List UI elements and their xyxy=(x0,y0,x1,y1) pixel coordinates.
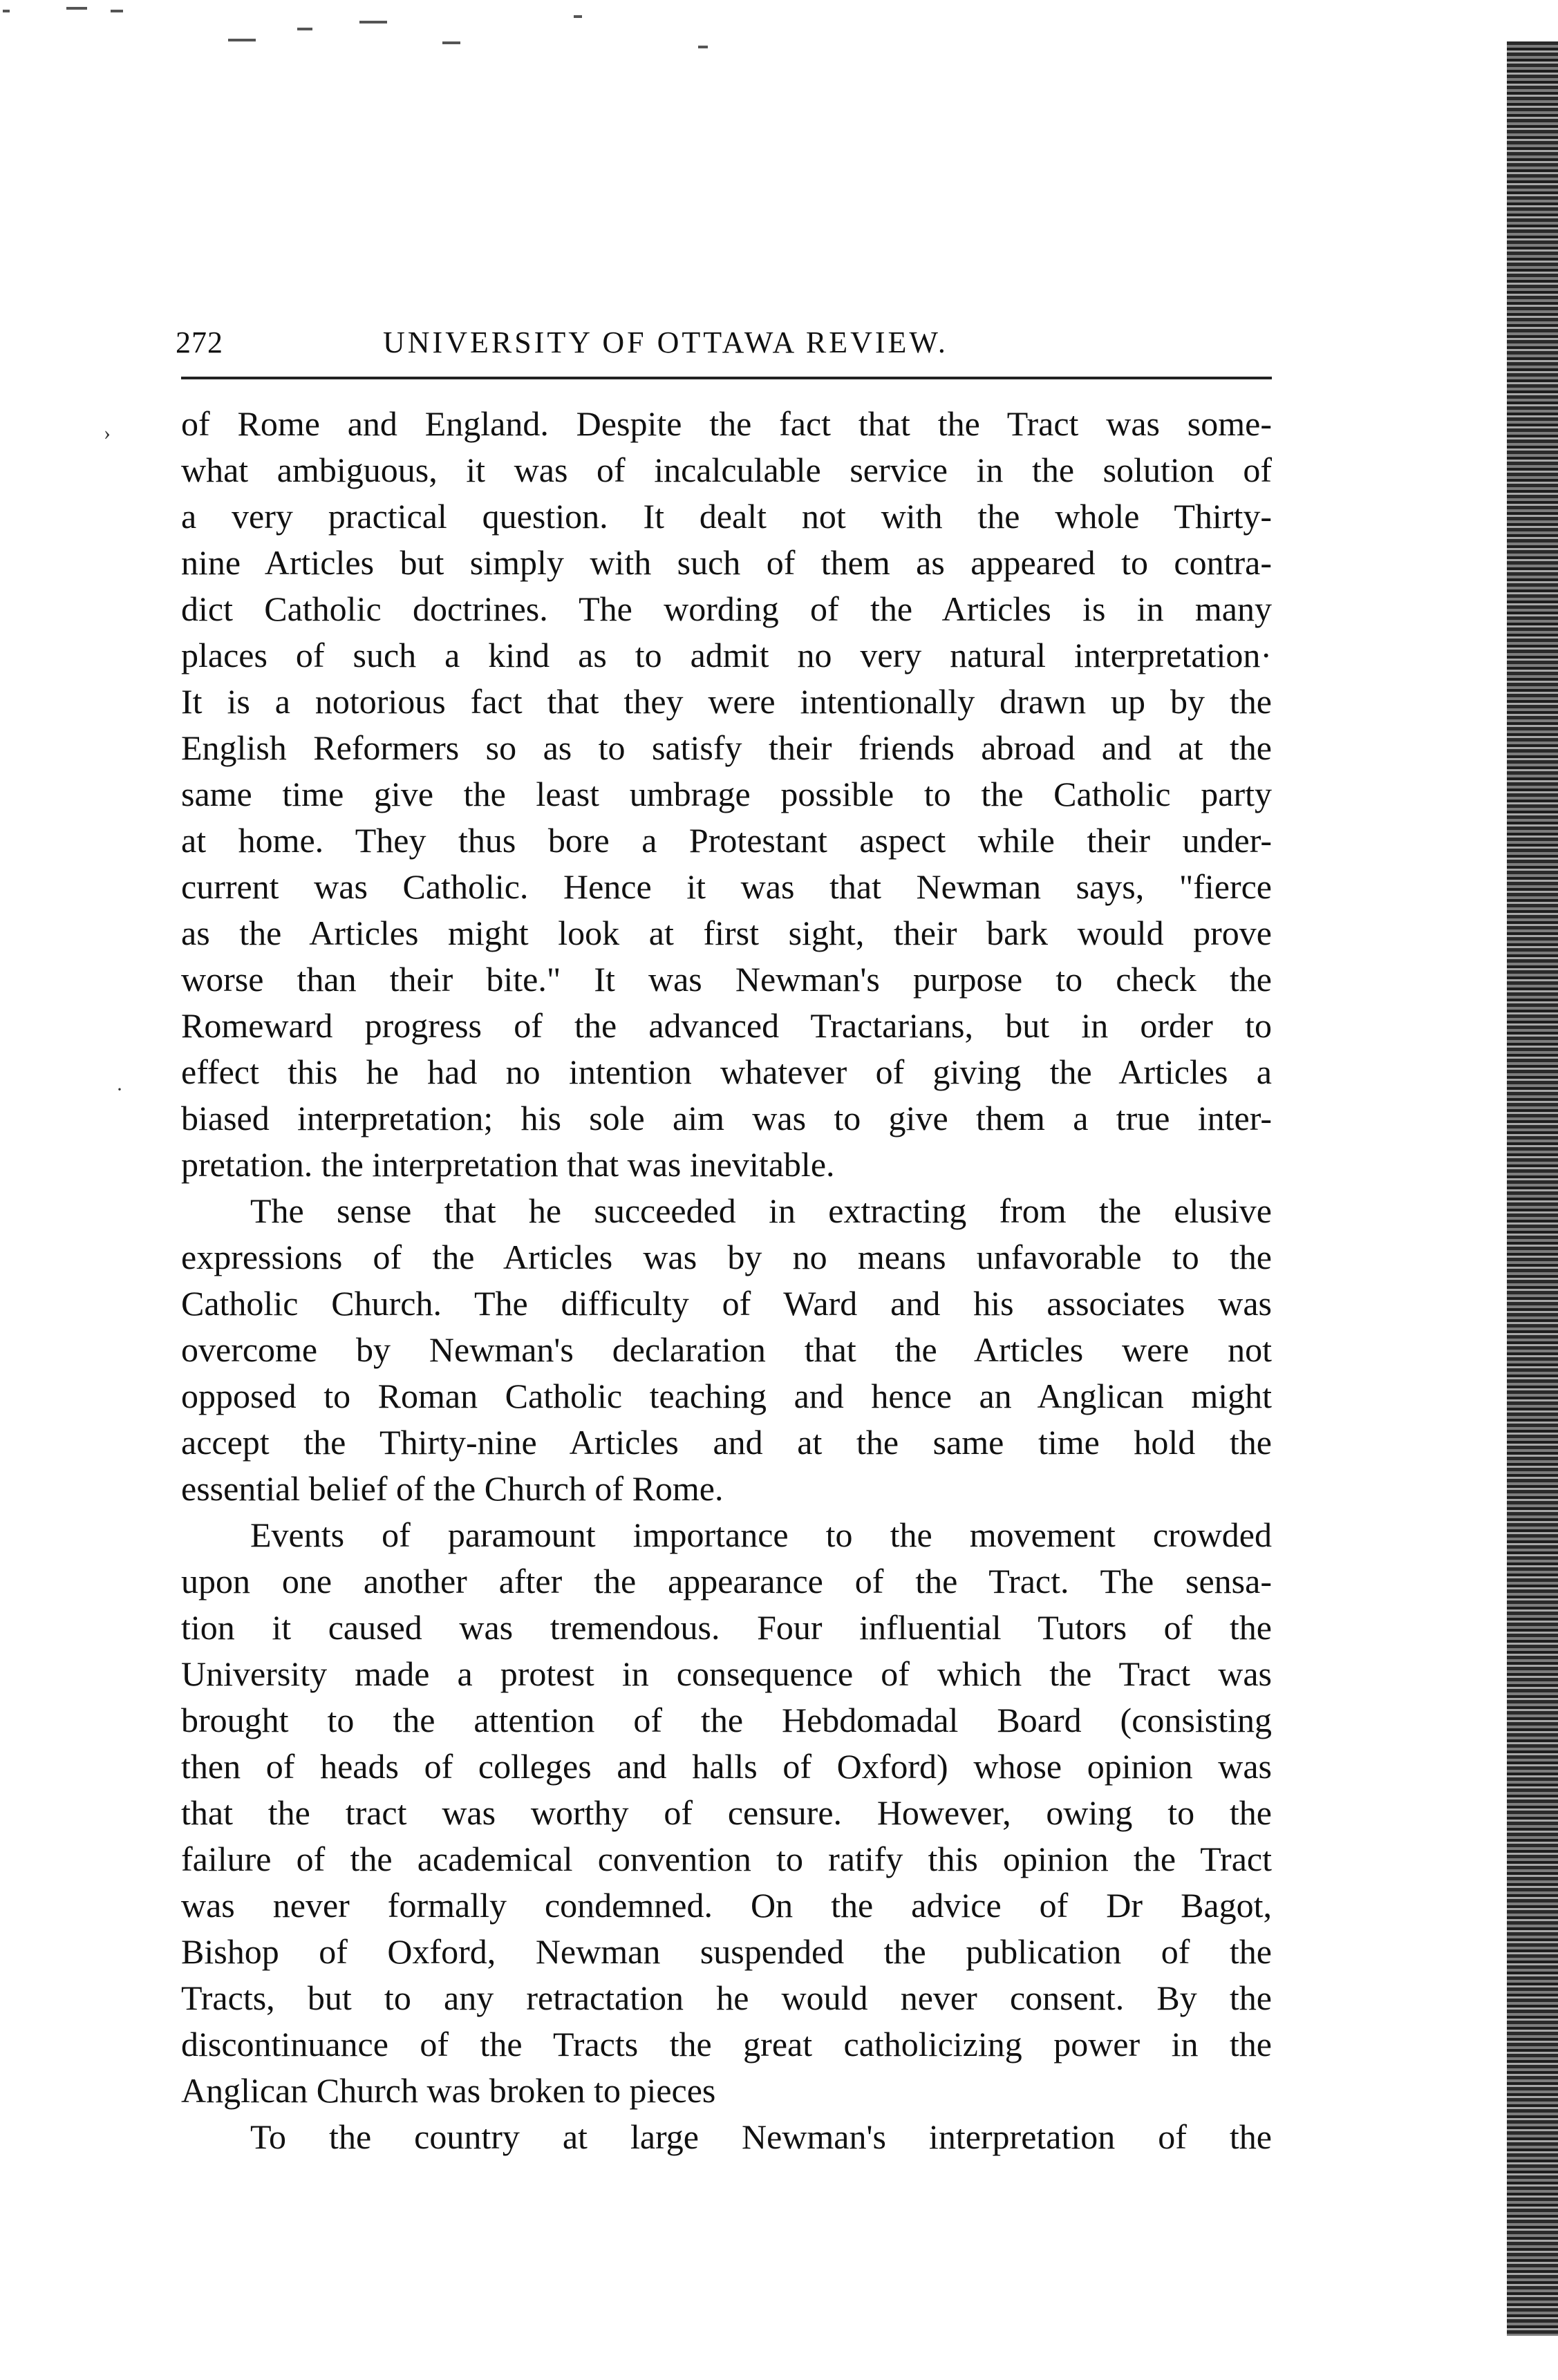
paragraph-start-line: Events of paramount importance to the movement crowded xyxy=(250,1515,1272,1554)
text-line: current was Catholic. Hence it was that Newman says, "fierce xyxy=(181,867,1272,906)
scan-speck xyxy=(3,10,10,12)
text-line: upon one another after the appearance of the Tract. The sensa- xyxy=(181,1562,1272,1600)
text-line: Bishop of Oxford, Newman suspended the publication of the xyxy=(181,1932,1272,1971)
text-line: at home. They thus bore a Protestant aspect while their under- xyxy=(181,821,1272,860)
scan-speck xyxy=(574,15,582,18)
scan-speck xyxy=(66,7,87,10)
paragraph-start-line: The sense that he succeeded in extracting from the elusive xyxy=(250,1191,1272,1230)
scan-speck xyxy=(442,41,460,44)
text-line: effect this he had no intention whatever of giving the Articles a xyxy=(181,1052,1272,1091)
margin-mark: · xyxy=(116,1078,123,1101)
paragraph-end-line: essential belief of the Church of Rome. xyxy=(181,1469,724,1508)
text-line: of Rome and England. Despite the fact that the Tract was some- xyxy=(181,404,1272,443)
running-header xyxy=(176,325,1275,366)
scan-speck xyxy=(111,10,123,12)
text-line: nine Articles but simply with such of them as appeared to contra- xyxy=(181,543,1272,582)
text-line: then of heads of colleges and halls of Oxford) whose opinion was xyxy=(181,1747,1272,1786)
scan-speck xyxy=(297,28,312,30)
text-line: discontinuance of the Tracts the great catholicizing power in the xyxy=(181,2025,1272,2063)
text-line: as the Articles might look at first sight, their bark would prove xyxy=(181,914,1272,952)
scan-speck xyxy=(359,21,387,23)
paragraph-start-line: To the country at large Newman's interpretation of the xyxy=(250,2117,1272,2156)
text-line: was never formally condemned. On the advice of Dr Bagot, xyxy=(181,1886,1272,1925)
text-line: It is a notorious fact that they were intentionally drawn up by the xyxy=(181,682,1272,721)
text-line: places of such a kind as to admit no very natural interpretation· xyxy=(181,636,1272,674)
text-line: English Reformers so as to satisfy their friends abroad and at the xyxy=(181,728,1272,767)
paragraph-end-line: pretation. the interpretation that was inevitable. xyxy=(181,1145,835,1184)
text-line: same time give the least umbrage possible to the Catholic party xyxy=(181,775,1272,813)
body-text xyxy=(181,401,1272,2160)
text-line: what ambiguous, it was of incalculable service in the solution of xyxy=(181,451,1272,489)
text-line: Catholic Church. The difficulty of Ward and his associates was xyxy=(181,1284,1272,1323)
text-line: brought to the attention of the Hebdomadal Board (consisting xyxy=(181,1701,1272,1739)
text-line: opposed to Roman Catholic teaching and hence an Anglican might xyxy=(181,1377,1272,1415)
text-line: overcome by Newman's declaration that the Articles were not xyxy=(181,1330,1272,1369)
text-line: a very practical question. It dealt not with the whole Thirty- xyxy=(181,497,1272,536)
header-rule xyxy=(181,377,1272,379)
margin-mark: › xyxy=(104,422,111,444)
page-number: 272 xyxy=(176,325,223,359)
text-line: that the tract was worthy of censure. However, owing to the xyxy=(181,1793,1272,1832)
text-line: biased interpretation; his sole aim was to give them a true inter- xyxy=(181,1099,1272,1137)
scan-speck xyxy=(698,46,708,48)
text-line: University made a protest in consequence of which the Tract was xyxy=(181,1654,1272,1693)
text-line: Romeward progress of the advanced Tractarians, but in order to xyxy=(181,1006,1272,1045)
text-line: dict Catholic doctrines. The wording of the Articles is in many xyxy=(181,589,1272,628)
scan-noise xyxy=(0,0,760,76)
text-line: accept the Thirty-nine Articles and at the same time hold the xyxy=(181,1423,1272,1462)
text-line: expressions of the Articles was by no means unfavorable to the xyxy=(181,1238,1272,1276)
journal-title: UNIVERSITY OF OTTAWA REVIEW. xyxy=(383,325,948,359)
text-line: Tracts, but to any retractation he would never consent. By the xyxy=(181,1978,1272,2017)
scan-speck xyxy=(228,39,256,41)
paragraph-end-line: Anglican Church was broken to pieces xyxy=(181,2071,716,2110)
scan-edge-noise xyxy=(1507,41,1558,2336)
text-line: worse than their bite." It was Newman's purpose to check the xyxy=(181,960,1272,999)
text-line: tion it caused was tremendous. Four influential Tutors of the xyxy=(181,1608,1272,1647)
text-line: failure of the academical convention to ratify this opinion the Tract xyxy=(181,1840,1272,1878)
